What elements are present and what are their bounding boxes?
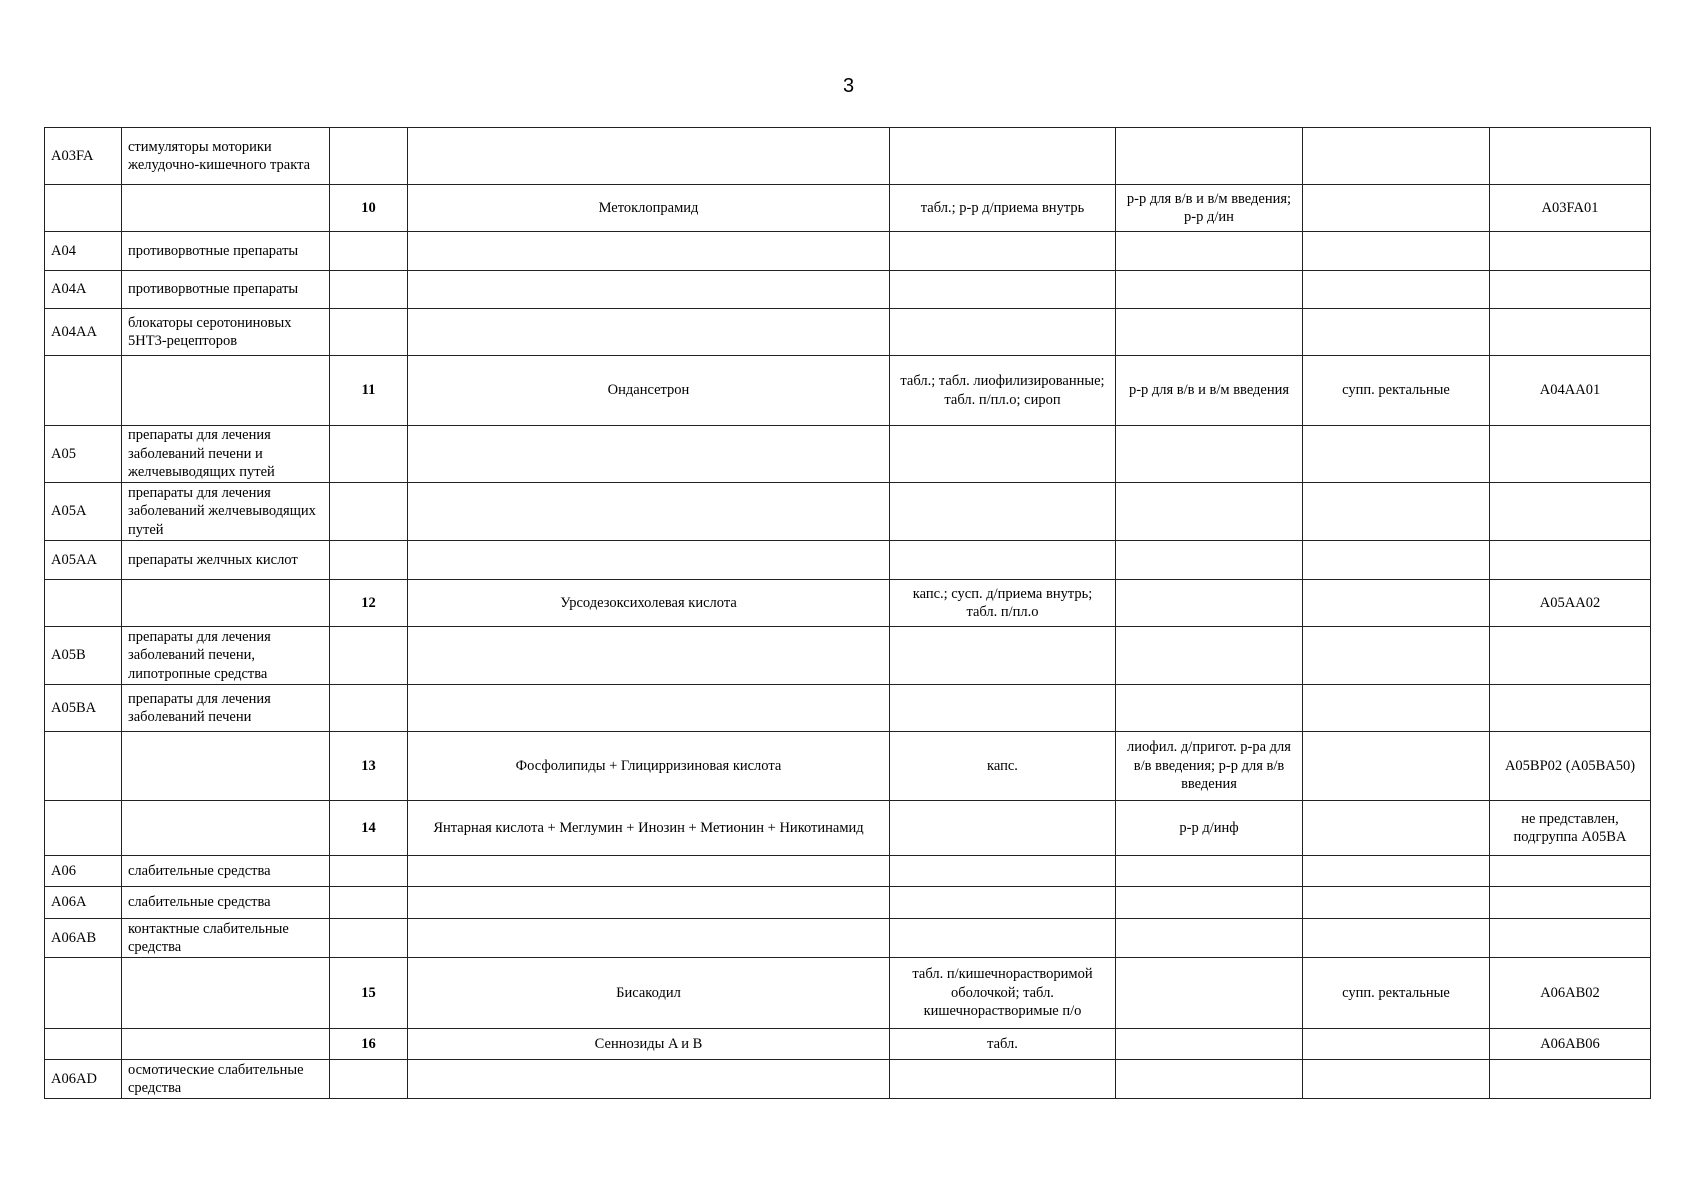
injection-dosage-form xyxy=(1116,580,1303,627)
item-number xyxy=(330,426,408,483)
atc-group-code: A05 xyxy=(45,426,122,483)
table-row xyxy=(45,580,1651,627)
atc-code xyxy=(1490,128,1651,185)
drug-name xyxy=(408,1060,890,1099)
other-dosage-form xyxy=(1303,1060,1490,1099)
oral-dosage-form xyxy=(890,919,1116,958)
injection-dosage-form: р-р для в/в и в/м введения; р-р д/ин xyxy=(1116,185,1303,232)
other-dosage-form xyxy=(1303,1029,1490,1060)
drug-table xyxy=(44,127,1651,1099)
oral-dosage-form xyxy=(890,483,1116,541)
injection-dosage-form xyxy=(1116,856,1303,887)
item-number: 15 xyxy=(330,958,408,1029)
other-dosage-form xyxy=(1303,685,1490,732)
injection-dosage-form xyxy=(1116,426,1303,483)
drug-name xyxy=(408,856,890,887)
atc-group-name xyxy=(122,958,330,1029)
atc-group-name: препараты для лечения заболеваний желчевыводящих путей xyxy=(122,483,330,541)
atc-group-name: осмотические слабительные средства xyxy=(122,1060,330,1099)
drug-name xyxy=(408,685,890,732)
other-dosage-form xyxy=(1303,309,1490,356)
oral-dosage-form: табл. п/кишечнорастворимой оболочкой; табл. кишечнорастворимые п/о xyxy=(890,958,1116,1029)
atc-group-name: противорвотные препараты xyxy=(122,271,330,309)
other-dosage-form xyxy=(1303,580,1490,627)
atc-group-name: слабительные средства xyxy=(122,856,330,887)
other-dosage-form xyxy=(1303,856,1490,887)
other-dosage-form xyxy=(1303,801,1490,856)
item-number: 16 xyxy=(330,1029,408,1060)
drug-name xyxy=(408,541,890,580)
oral-dosage-form xyxy=(890,627,1116,685)
item-number xyxy=(330,887,408,919)
table-row xyxy=(45,1029,1651,1060)
injection-dosage-form xyxy=(1116,958,1303,1029)
atc-group-code xyxy=(45,1029,122,1060)
oral-dosage-form xyxy=(890,1060,1116,1099)
oral-dosage-form: табл. xyxy=(890,1029,1116,1060)
injection-dosage-form xyxy=(1116,483,1303,541)
oral-dosage-form xyxy=(890,685,1116,732)
oral-dosage-form: капс.; сусп. д/приема внутрь; табл. п/пл.о xyxy=(890,580,1116,627)
table-row xyxy=(45,801,1651,856)
injection-dosage-form xyxy=(1116,271,1303,309)
item-number xyxy=(330,856,408,887)
atc-code xyxy=(1490,685,1651,732)
table-row xyxy=(45,185,1651,232)
atc-code: A04AA01 xyxy=(1490,356,1651,426)
table-row xyxy=(45,627,1651,685)
injection-dosage-form xyxy=(1116,685,1303,732)
item-number: 14 xyxy=(330,801,408,856)
atc-code xyxy=(1490,426,1651,483)
drug-name: Урсодезоксихолевая кислота xyxy=(408,580,890,627)
oral-dosage-form: капс. xyxy=(890,732,1116,801)
item-number xyxy=(330,627,408,685)
other-dosage-form xyxy=(1303,426,1490,483)
oral-dosage-form xyxy=(890,232,1116,271)
table-row xyxy=(45,271,1651,309)
injection-dosage-form xyxy=(1116,1029,1303,1060)
drug-name: Сеннозиды A и B xyxy=(408,1029,890,1060)
atc-code xyxy=(1490,232,1651,271)
drug-name xyxy=(408,128,890,185)
table-row xyxy=(45,232,1651,271)
table-body xyxy=(45,128,1651,1099)
oral-dosage-form: табл.; р-р д/приема внутрь xyxy=(890,185,1116,232)
injection-dosage-form xyxy=(1116,128,1303,185)
oral-dosage-form xyxy=(890,887,1116,919)
injection-dosage-form xyxy=(1116,541,1303,580)
oral-dosage-form xyxy=(890,309,1116,356)
drug-name xyxy=(408,232,890,271)
atc-group-name xyxy=(122,185,330,232)
drug-name: Бисакодил xyxy=(408,958,890,1029)
other-dosage-form xyxy=(1303,232,1490,271)
other-dosage-form: супп. ректальные xyxy=(1303,356,1490,426)
injection-dosage-form xyxy=(1116,1060,1303,1099)
atc-group-code: A04AA xyxy=(45,309,122,356)
table-row xyxy=(45,958,1651,1029)
injection-dosage-form: р-р для в/в и в/м введения xyxy=(1116,356,1303,426)
injection-dosage-form: р-р д/инф xyxy=(1116,801,1303,856)
other-dosage-form xyxy=(1303,919,1490,958)
drug-name xyxy=(408,919,890,958)
atc-group-code: A06 xyxy=(45,856,122,887)
atc-group-name: препараты желчных кислот xyxy=(122,541,330,580)
atc-group-code xyxy=(45,185,122,232)
atc-code xyxy=(1490,271,1651,309)
item-number xyxy=(330,483,408,541)
item-number xyxy=(330,685,408,732)
item-number xyxy=(330,128,408,185)
other-dosage-form: супп. ректальные xyxy=(1303,958,1490,1029)
atc-group-code: A04A xyxy=(45,271,122,309)
atc-group-name: блокаторы серотониновых 5HT3-рецепторов xyxy=(122,309,330,356)
table-row xyxy=(45,732,1651,801)
atc-group-name: препараты для лечения заболеваний печени xyxy=(122,685,330,732)
atc-group-name xyxy=(122,1029,330,1060)
atc-code xyxy=(1490,919,1651,958)
table-row xyxy=(45,1060,1651,1099)
oral-dosage-form xyxy=(890,541,1116,580)
drug-name xyxy=(408,483,890,541)
atc-code: A06AB02 xyxy=(1490,958,1651,1029)
drug-name xyxy=(408,271,890,309)
other-dosage-form xyxy=(1303,887,1490,919)
atc-group-name: слабительные средства xyxy=(122,887,330,919)
injection-dosage-form xyxy=(1116,627,1303,685)
other-dosage-form xyxy=(1303,627,1490,685)
atc-group-code: A06AD xyxy=(45,1060,122,1099)
atc-group-code xyxy=(45,801,122,856)
item-number xyxy=(330,1060,408,1099)
atc-code xyxy=(1490,887,1651,919)
oral-dosage-form xyxy=(890,426,1116,483)
atc-group-code xyxy=(45,580,122,627)
atc-group-name: противорвотные препараты xyxy=(122,232,330,271)
atc-code: A05AA02 xyxy=(1490,580,1651,627)
item-number xyxy=(330,309,408,356)
injection-dosage-form: лиофил. д/пригот. р-ра для в/в введения; р-р для в/в введения xyxy=(1116,732,1303,801)
table-row xyxy=(45,856,1651,887)
oral-dosage-form xyxy=(890,128,1116,185)
atc-code xyxy=(1490,541,1651,580)
table-row xyxy=(45,541,1651,580)
atc-group-code: A06A xyxy=(45,887,122,919)
atc-code xyxy=(1490,309,1651,356)
atc-code: A03FA01 xyxy=(1490,185,1651,232)
drug-name: Метоклопрамид xyxy=(408,185,890,232)
atc-code: не представлен, подгруппа A05BA xyxy=(1490,801,1651,856)
oral-dosage-form xyxy=(890,856,1116,887)
item-number: 10 xyxy=(330,185,408,232)
atc-group-code: A05AA xyxy=(45,541,122,580)
item-number xyxy=(330,919,408,958)
atc-code xyxy=(1490,1060,1651,1099)
injection-dosage-form xyxy=(1116,232,1303,271)
atc-group-name xyxy=(122,580,330,627)
drug-name: Фосфолипиды + Глицирризиновая кислота xyxy=(408,732,890,801)
table-row xyxy=(45,309,1651,356)
other-dosage-form xyxy=(1303,185,1490,232)
atc-group-code: A03FA xyxy=(45,128,122,185)
table-row xyxy=(45,887,1651,919)
atc-group-code: A05BA xyxy=(45,685,122,732)
table-row xyxy=(45,128,1651,185)
atc-code xyxy=(1490,627,1651,685)
atc-group-name xyxy=(122,801,330,856)
item-number: 12 xyxy=(330,580,408,627)
atc-code xyxy=(1490,856,1651,887)
atc-group-code xyxy=(45,356,122,426)
table-row xyxy=(45,483,1651,541)
other-dosage-form xyxy=(1303,483,1490,541)
atc-group-name: препараты для лечения заболеваний печени и желчевыводящих путей xyxy=(122,426,330,483)
item-number: 11 xyxy=(330,356,408,426)
item-number xyxy=(330,232,408,271)
item-number: 13 xyxy=(330,732,408,801)
atc-group-name xyxy=(122,732,330,801)
atc-group-name: стимуляторы моторики желудочно-кишечного тракта xyxy=(122,128,330,185)
atc-code: A05BP02 (A05BA50) xyxy=(1490,732,1651,801)
table-row xyxy=(45,919,1651,958)
item-number xyxy=(330,271,408,309)
atc-group-code: A06AB xyxy=(45,919,122,958)
atc-group-code: A05B xyxy=(45,627,122,685)
other-dosage-form xyxy=(1303,541,1490,580)
other-dosage-form xyxy=(1303,732,1490,801)
atc-group-name xyxy=(122,356,330,426)
table-row xyxy=(45,356,1651,426)
drug-name xyxy=(408,887,890,919)
other-dosage-form xyxy=(1303,271,1490,309)
atc-code xyxy=(1490,483,1651,541)
oral-dosage-form xyxy=(890,801,1116,856)
oral-dosage-form: табл.; табл. лиофилизированные; табл. п/пл.о; сироп xyxy=(890,356,1116,426)
atc-group-code xyxy=(45,958,122,1029)
atc-group-name: препараты для лечения заболеваний печени, липотропные средства xyxy=(122,627,330,685)
injection-dosage-form xyxy=(1116,887,1303,919)
atc-group-code xyxy=(45,732,122,801)
drug-name xyxy=(408,426,890,483)
table-row xyxy=(45,685,1651,732)
atc-group-code: A04 xyxy=(45,232,122,271)
drug-name: Ондансетрон xyxy=(408,356,890,426)
drug-name: Янтарная кислота + Меглумин + Инозин + Метионин + Никотинамид xyxy=(408,801,890,856)
item-number xyxy=(330,541,408,580)
table-row xyxy=(45,426,1651,483)
oral-dosage-form xyxy=(890,271,1116,309)
drug-name xyxy=(408,627,890,685)
atc-group-name: контактные слабительные средства xyxy=(122,919,330,958)
other-dosage-form xyxy=(1303,128,1490,185)
page-number: 3 xyxy=(842,75,855,97)
drug-name xyxy=(408,309,890,356)
injection-dosage-form xyxy=(1116,919,1303,958)
atc-group-code: A05A xyxy=(45,483,122,541)
injection-dosage-form xyxy=(1116,309,1303,356)
atc-code: A06AB06 xyxy=(1490,1029,1651,1060)
